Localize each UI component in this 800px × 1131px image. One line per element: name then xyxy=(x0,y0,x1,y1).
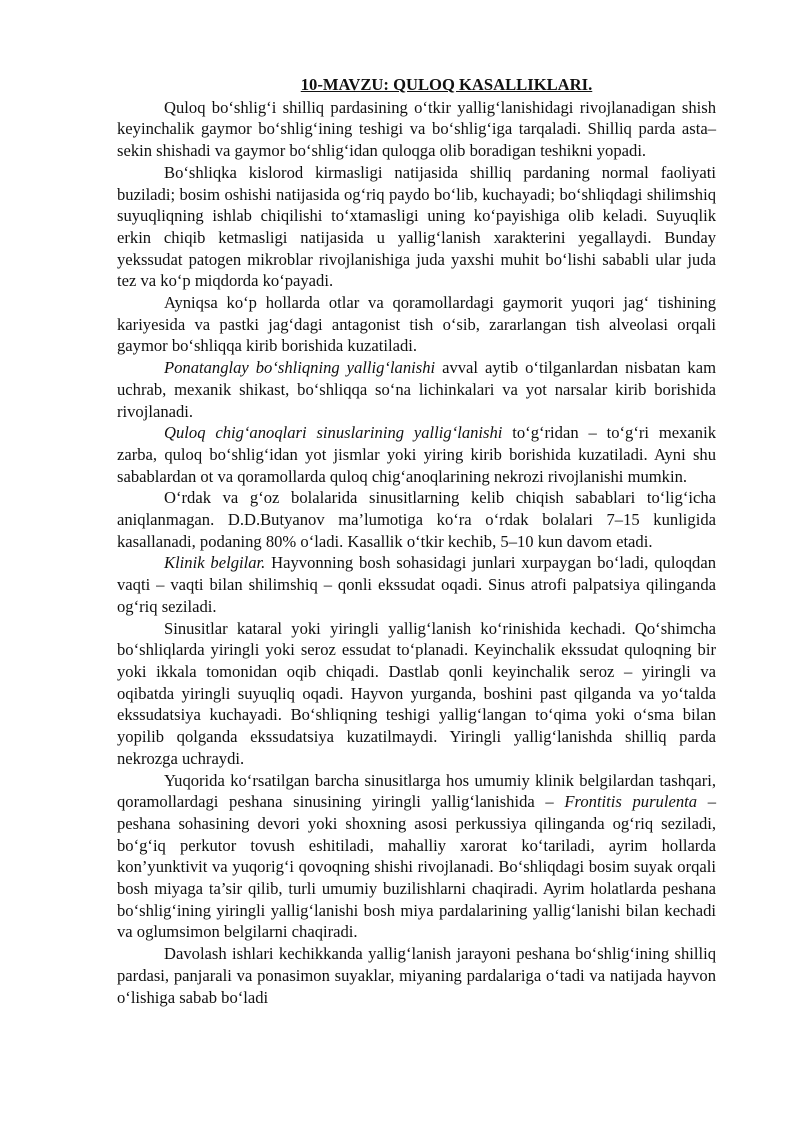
paragraph-1: Quloq bo‘shlig‘i shilliq pardasining o‘tkir yallig‘lanishidagi rivojlanadigan shish keyinchalik gaymor bo‘shlig‘ining teshigi va bo‘shlig‘iga tarqaladi. Shilliq parda asta–sekin shishadi va gaymor bo‘shlig‘idan quloqga olib boradigan teshikni yopadi. xyxy=(117,97,716,161)
paragraph-9-term: Frontitis purulenta xyxy=(564,792,698,812)
paragraph-10: Davolash ishlari kechikkanda yallig‘lanish jarayoni peshana bo‘shlig‘ining shilliq pardasi, panjarali va ponasimon suyaklar, miyaning pardalariga o‘tadi va natijada hayvon o‘lishiga sabab bo‘ladi xyxy=(117,944,716,1007)
paragraph-7-text: Hayvonning bosh sohasidagi junlari xurpaygan bo‘ladi, quloqdan vaqti – vaqti bilan shilimshiq – qonli ekssudat oqadi. Sinus atrofi palpatsiya qilinganda og‘riq seziladi. xyxy=(117,553,716,616)
document-title: 10-MAVZU: QULOQ KASALLIKLARI. xyxy=(300,75,593,94)
paragraph-8: Sinusitlar kataral yoki yiringli yallig‘lanish ko‘rinishida kechadi. Qo‘shimcha bo‘shliqlarda yiringli yoki seroz essudat to‘planadi. Keyinchalik ekssudat quloqning bir yoki ikkala tomonidan oqib chiqadi. Dastlab qonli keyinchalik seroz – yiringli va oqibatda yiringli suyuqliq oqadi. Hayvon yurganda, boshini past qilganda va yo‘talda ekssudatsiya kuchayadi. Bo‘shliqning teshigi yallig‘langan to‘qima yoki o‘sma bilan yopilib qolganda ekssudatsiya kuzatilmaydi. Yiringli yallig‘lanishda shilliq parda nekrozga uchraydi. xyxy=(117,618,716,768)
paragraph-6: O‘rdak va g‘oz bolalarida sinusitlarning kelib chiqish sabablari to‘lig‘icha aniqlanmagan. D.D.Butyanov ma’lumotiga ko‘ra o‘rdak bolalari 7–15 kunligida kasallanadi, podaning 80% o‘ladi. Kasallik o‘tkir kechib, 5–10 kun davom etadi. xyxy=(117,488,716,551)
paragraph-5-term: Quloq chig‘anoqlari sinuslarining yallig‘lanishi xyxy=(164,423,503,443)
paragraph-7-heading: Klinik belgilar. xyxy=(164,553,266,573)
paragraph-7 xyxy=(117,552,716,617)
paragraph-4 xyxy=(117,357,716,422)
paragraph-3: Ayniqsa ko‘p hollarda otlar va qoramollardagi gaymorit yuqori jag‘ tishining kariyesida va pastki jag‘dagi antagonist tish o‘sib, zararlangan tish alveolasi orqali gaymor bo‘shliqqa kirib borishida kuzatiladi. xyxy=(117,293,716,356)
paragraph-4-term: Ponatanglay bo‘shliqning yallig‘lanishi xyxy=(164,358,436,378)
paragraph-2: Bo‘shliqka kislorod kirmasligi natijasida shilliq pardaning normal faoliyati buziladi; bosim oshishi natijasida og‘riq paydo bo‘lib, kuchayadi; bo‘shliqdagi shilimshiq suyuqliqning ishlab chiqilishi to‘xtamasligi uning ko‘payishiga olib keladi. Suyuqlik erkin chiqib ketmasligi natijasida u yallig‘lanish xarakterini yegallaydi. Bunday yekssudat patogen mikroblar rivojlanishiga juda yaxshi muhit bo‘lishi sababli ular juda tez va ko‘p miqdorda ko‘payadi. xyxy=(117,162,716,291)
paragraph-9-text-b: – peshana sohasining devori yoki shoxning asosi perkussiya qilinganda og‘riq seziladi, bo‘g‘iq perkutor tovush eshitiladi, mahalliy xarorat ko‘tariladi, ayrim hollarda kon’yunktivit va yuqorig‘i qovoqning shishi rivojlanadi. Bo‘shliqdagi bosim suyak orqali bosh miyaga ta’sir qilib, turli umumiy buzilishlarni chaqiradi. Ayrim holatlarda peshana bo‘shlig‘ining yiringli yallig‘lanishi bosh miya pardalarining yallig‘lanishi bilan kechadi va oglumsimon belgilarni chaqiradi. xyxy=(117,792,716,942)
paragraph-9-text-a: Yuqorida ko‘rsatilgan barcha sinusitlarga hos umumiy klinik belgilardan tashqari, qoramollardagi peshana sinusining yiringli yallig‘lanishida – xyxy=(117,770,716,812)
paragraph-9 xyxy=(117,770,716,944)
paragraph-5 xyxy=(117,422,716,487)
paragraph-5-text: to‘g‘ridan – to‘g‘ri mexanik zarba, quloq bo‘shlig‘idan yot jismlar yoki yiring kirib borishida kuzatiladi. Ayni shu sabablardan ot va qoramollarda quloq chig‘anoqlarining nekrozi rivojlanishi mumkin. xyxy=(117,423,716,486)
paragraph-4-text: avval aytib o‘tilganlardan nisbatan kam uchrab, mexanik shikast, bo‘shliqqa so‘na lichinkalari va yot narsalar kirib borishida rivojlanadi. xyxy=(117,358,717,421)
